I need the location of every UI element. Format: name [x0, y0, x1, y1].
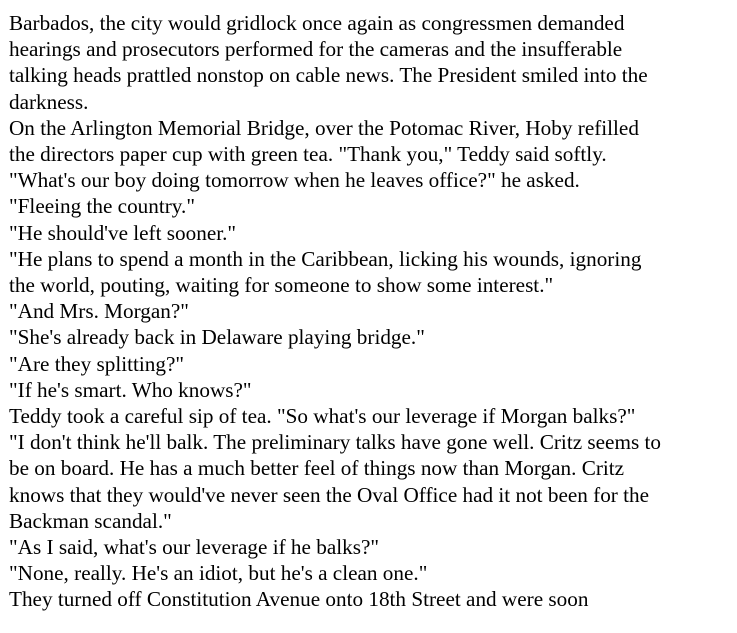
text-line: hearings and prosecutors performed for the cameras and the insufferable — [9, 37, 623, 62]
text-line: "He plans to spend a month in the Caribbean, licking his wounds, ignoring — [9, 246, 642, 271]
text-line: knows that they would've never seen the Oval Office had it not been for the — [9, 482, 650, 507]
text-line: "If he's smart. Who knows?" — [9, 377, 252, 402]
text-line: "And Mrs. Morgan?" — [9, 299, 189, 324]
text-line: "Are they splitting?" — [9, 351, 184, 376]
text-line: "Fleeing the country." — [9, 194, 195, 219]
text-line: "He should've left sooner." — [9, 220, 237, 245]
text-line: the directors paper cup with green tea. "Thank you," Teddy said softly. — [9, 142, 607, 167]
text-line: "None, really. He's an idiot, but he's a clean one." — [9, 561, 428, 586]
document-page — [9, 10, 733, 613]
text-line: Backman scandal." — [9, 508, 172, 533]
text-line: "As I said, what's our leverage if he balks?" — [9, 535, 380, 560]
text-line: Barbados, the city would gridlock once again as congressmen demanded — [9, 11, 625, 35]
text-line: "She's already back in Delaware playing bridge." — [9, 325, 425, 350]
text-line: talking heads prattled nonstop on cable news. The President smiled into the — [9, 63, 648, 88]
text-line: They turned off Constitution Avenue onto 18th Street and were soon — [9, 587, 589, 612]
text-line: Teddy took a careful sip of tea. "So what's our leverage if Morgan balks?" — [9, 404, 636, 429]
text-line: be on board. He has a much better feel of things now than Morgan. Critz — [9, 456, 625, 481]
text-line: On the Arlington Memorial Bridge, over the Potomac River, Hoby refilled — [9, 115, 639, 140]
text-line: "What's our boy doing tomorrow when he leaves office?" he asked. — [9, 168, 580, 193]
text-line: darkness. — [9, 89, 89, 114]
text-line: the world, pouting, waiting for someone to show some interest." — [9, 273, 554, 298]
text-line: "I don't think he'll balk. The preliminary talks have gone well. Critz seems to — [9, 430, 661, 455]
